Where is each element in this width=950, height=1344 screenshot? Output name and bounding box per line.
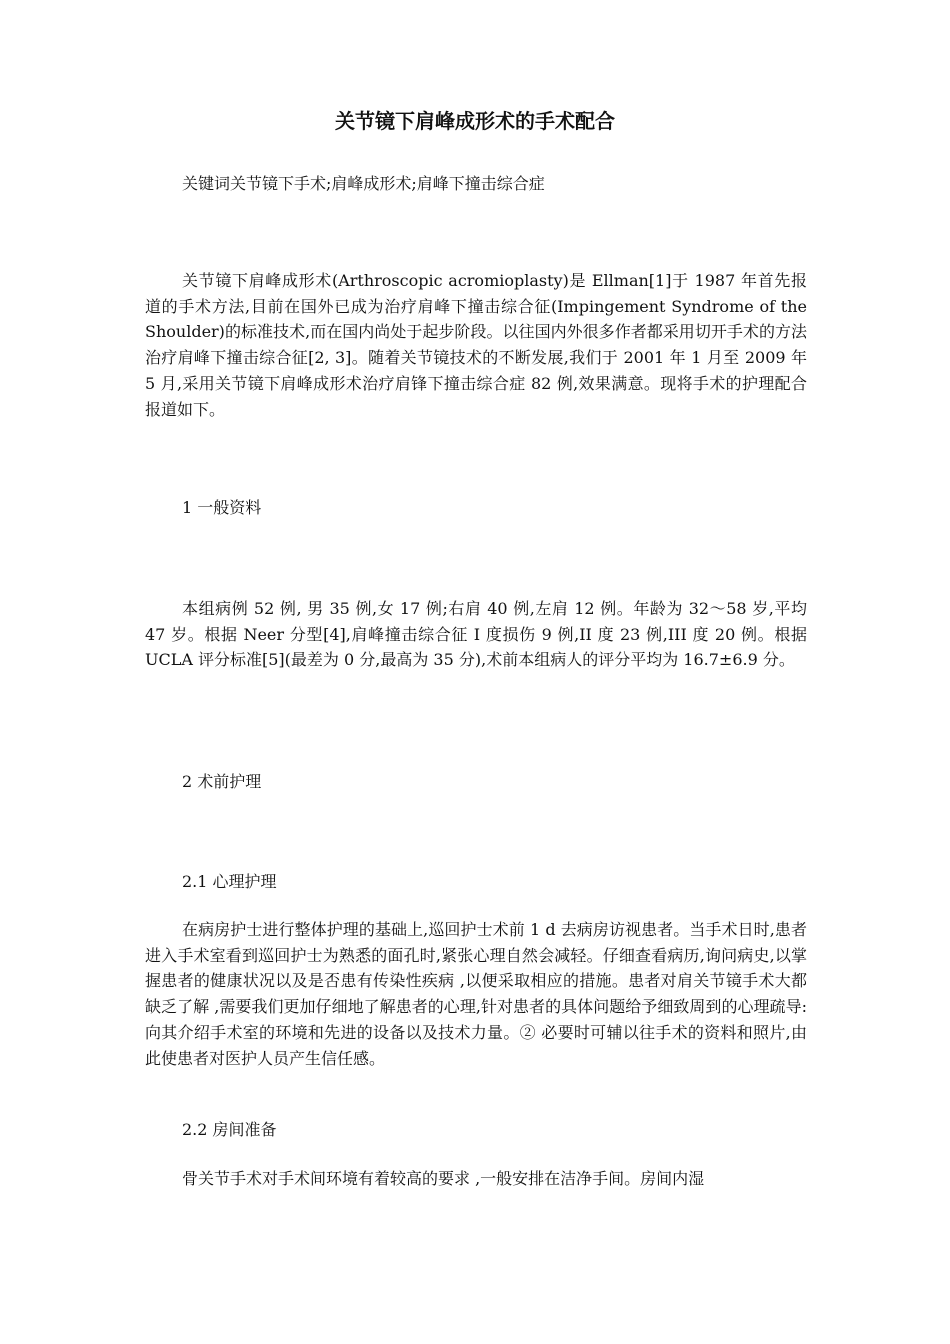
- document-title: 关节镜下肩峰成形术的手术配合: [335, 109, 615, 133]
- section-2-2-heading: 2.2 房间准备: [182, 1120, 277, 1139]
- section-1-paragraph: 本组病例 52 例, 男 35 例,女 17 例;右肩 40 例,左肩 12 例。年龄为 32～58 岁,平均 47 岁。根据 Neer 分型[4],肩峰撞击综合征 I 度损伤 9 例,II 度 23 例,III 度 20 例。根据 UCLA 评分标准[5](最差为 0 分,最高为 35 分),术前本组病人的评分平均为 16.7±6.9 分。: [145, 599, 807, 670]
- intro-paragraph: 关节镜下肩峰成形术(Arthroscopic acromioplasty)是 Ellman[1]于 1987 年首先报道的手术方法,目前在国外已成为治疗肩峰下撞击综合征(Impingement Syndrome of the Shoulder)的标准技术,而在国内尚处于起步阶段。以往国内外很多作者都采用切开手术的方法治疗肩峰下撞击综合征[2, 3]。随着关节镜技术的不断发展,我们于 2001 年 1 月至 2009 年 5 月,采用关节镜下肩峰成形术治疗肩锋下撞击综合症 82 例,效果满意。现将手术的护理配合报道如下。: [145, 271, 807, 419]
- section-2-heading: 2 术前护理: [182, 772, 262, 791]
- section-2-2-paragraph: 骨关节手术对手术间环境有着较高的要求 ,一般安排在洁净手间。房间内湿: [182, 1169, 705, 1188]
- section-2-1-paragraph: 在病房护士进行整体护理的基础上,巡回护士术前 1 d 去病房访视患者。当手术日时,患者进入手术室看到巡回护士为熟悉的面孔时,紧张心理自然会减轻。仔细查看病历,询问病史,以掌握患者的健康状况以及是否患有传染性疾病 ,以便采取相应的措施。患者对肩关节镜手术大都缺乏了解 ,需要我们更加仔细地了解患者的心理,针对患者的具体问题给予细致周到的心理疏导:向其介绍手术室的环境和先进的设备以及技术力量。② 必要时可辅以往手术的资料和照片,由此使患者对医护人员产生信任感。: [145, 920, 807, 1068]
- keywords-line: 关键词关节镜下手术;肩峰成形术;肩峰下撞击综合症: [182, 174, 545, 193]
- section-1-heading: 1 一般资料: [182, 498, 262, 517]
- section-2-1-heading: 2.1 心理护理: [182, 872, 277, 891]
